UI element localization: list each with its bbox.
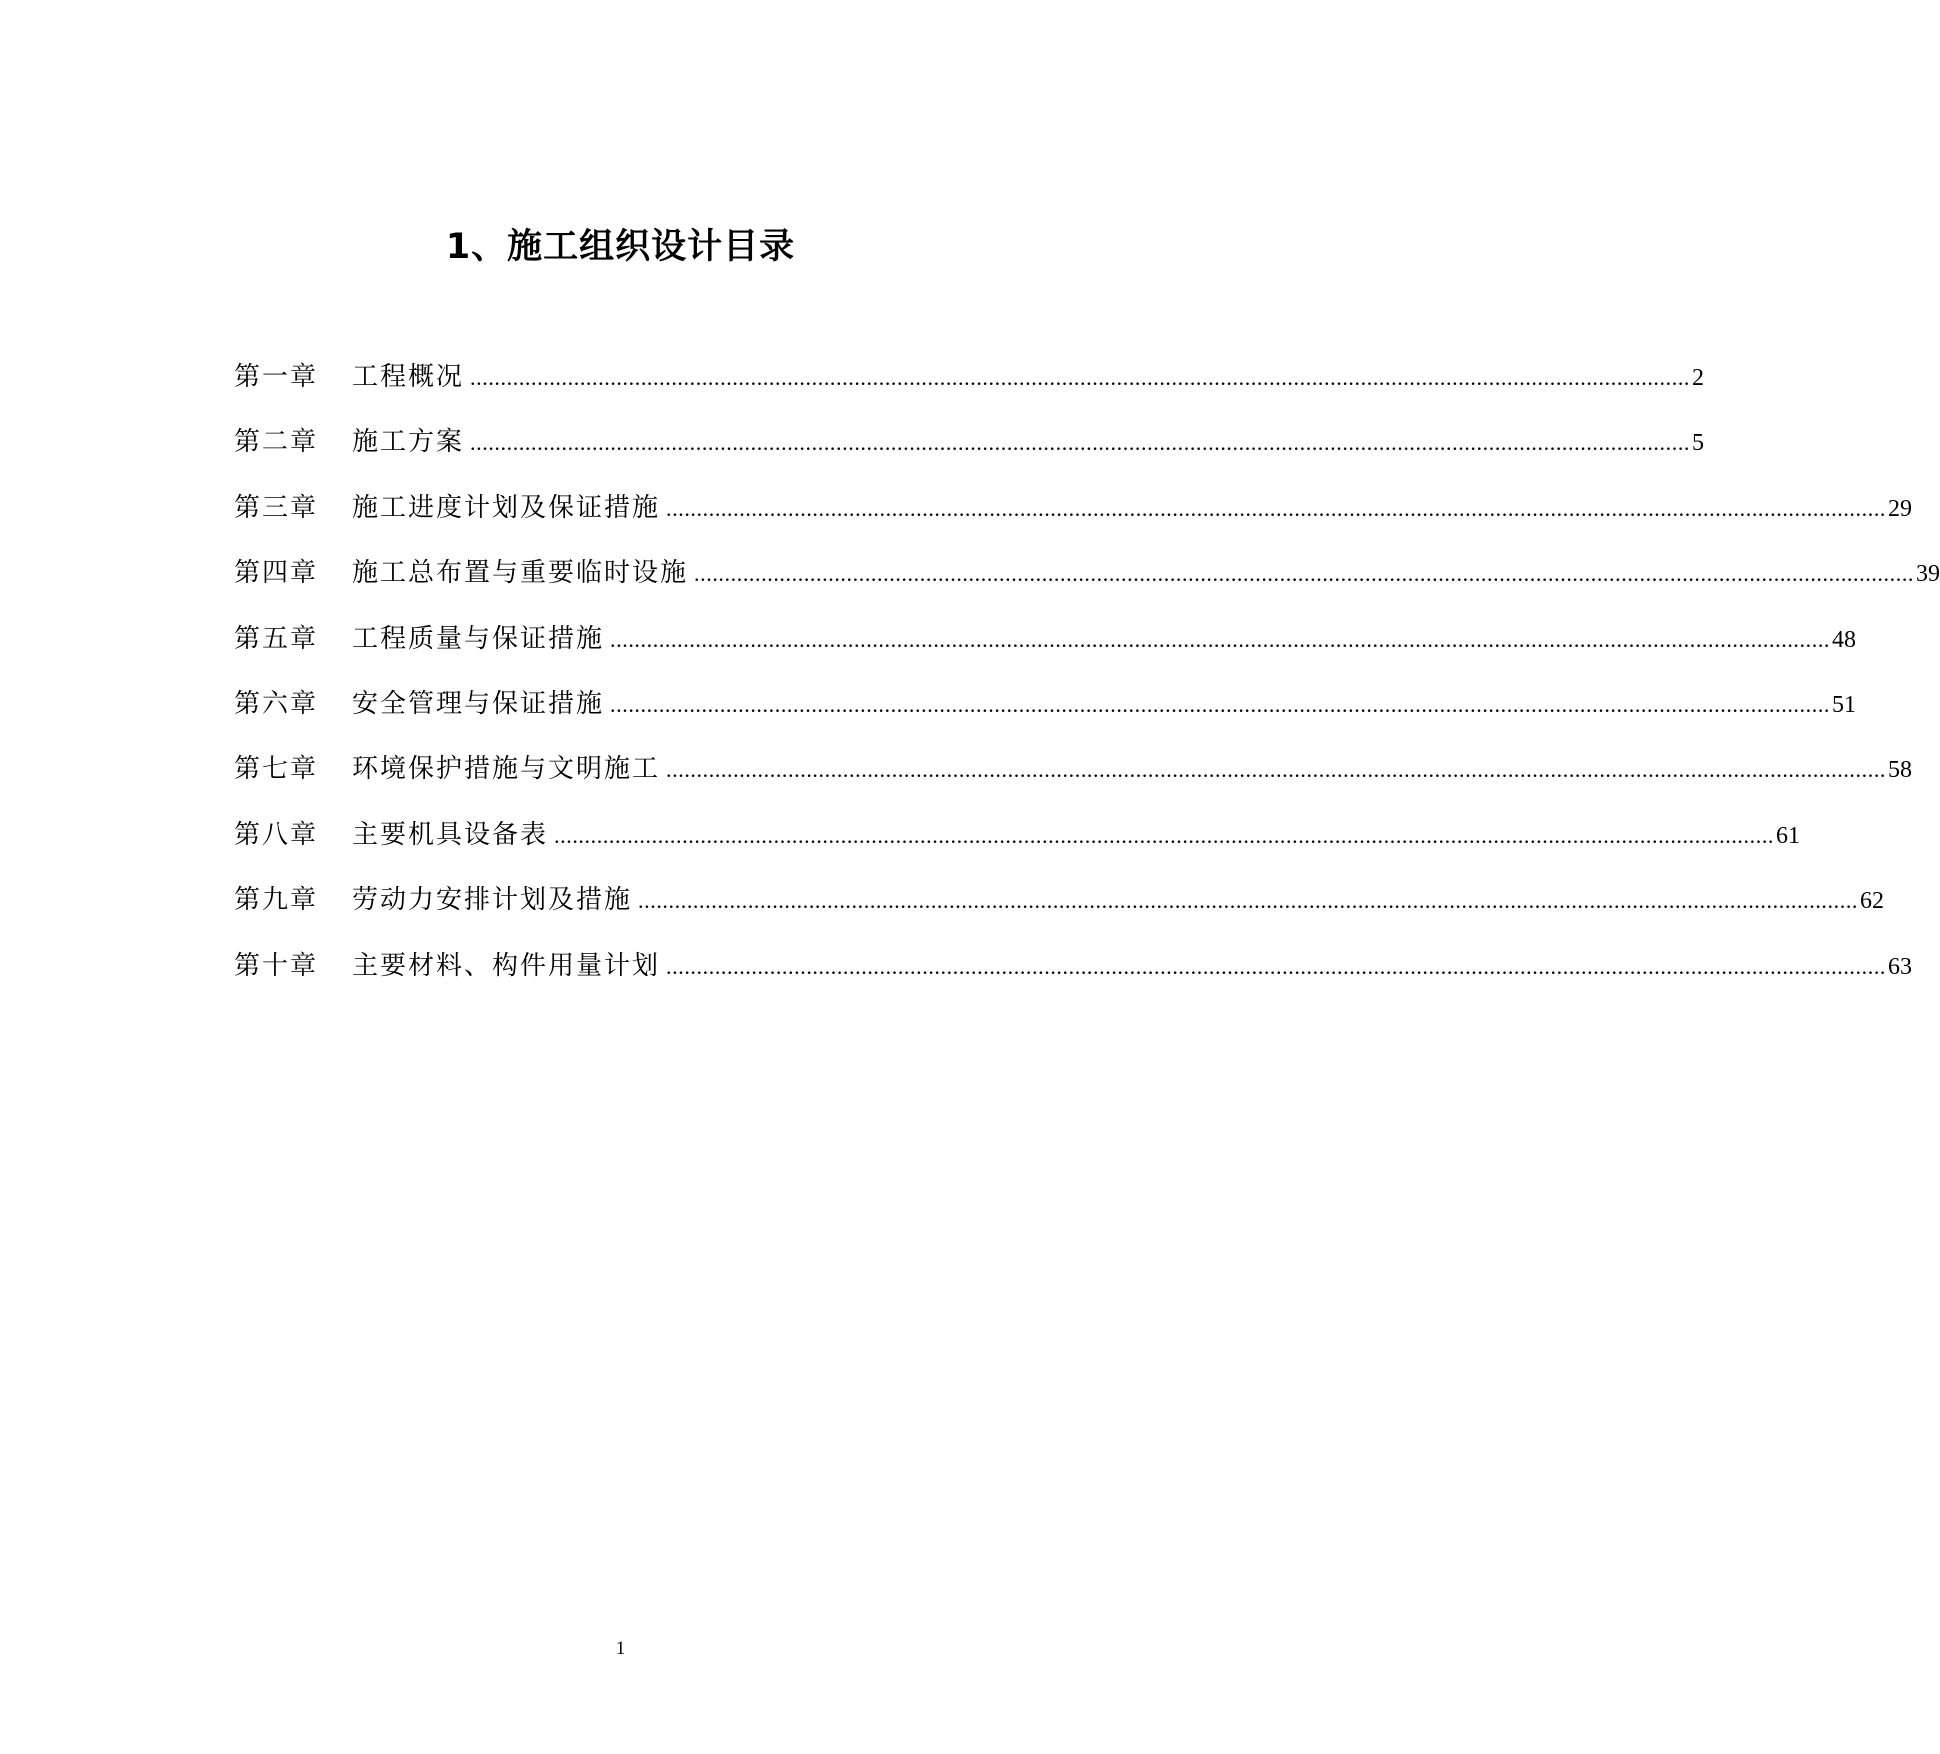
toc-chapter-number: 第十章: [234, 950, 319, 981]
toc-entry-title: 环境保护措施与文明施工: [352, 754, 661, 785]
toc-dot-leader: ........................................................................................................................................................................................................: [470, 365, 1691, 390]
toc-page-number: 62: [1860, 888, 1885, 915]
toc-page-number: 2: [1692, 365, 1705, 391]
toc-chapter-number: 第一章: [234, 362, 319, 392]
toc-page-number: 39: [1916, 561, 1940, 588]
toc-chapter-number: 第二章: [234, 427, 319, 458]
toc-dot-leader: ........................................................................................................................................................................................................: [554, 822, 1775, 848]
toc-entry[interactable]: [234, 488, 1913, 553]
toc-entry-title: 施工进度计划及保证措施: [352, 492, 661, 523]
toc-entry-title: 施工总布置与重要临时设施: [352, 558, 689, 589]
toc-entry[interactable]: [234, 815, 1801, 880]
toc-dot-leader: ........................................................................................................................................................................................................: [638, 888, 1859, 914]
toc-entry[interactable]: [234, 619, 1857, 684]
toc-entry[interactable]: [234, 684, 1857, 749]
toc-chapter-number: 第九章: [234, 885, 319, 916]
toc-entry-title: 劳动力安排计划及措施: [352, 885, 633, 916]
toc-dot-leader: ........................................................................................................................................................................................................: [694, 561, 1915, 587]
page-title: 1、施工组织设计目录: [445, 227, 796, 267]
toc-page-number: 61: [1776, 822, 1801, 849]
toc-entry-title: 安全管理与保证措施: [352, 688, 605, 719]
toc-entry[interactable]: [234, 553, 1940, 618]
toc-dot-leader: ........................................................................................................................................................................................................: [666, 495, 1887, 521]
toc-page-number: 29: [1888, 495, 1913, 522]
toc-page-number: 63: [1888, 953, 1913, 980]
toc-dot-leader: ........................................................................................................................................................................................................: [610, 626, 1831, 652]
toc-chapter-number: 第五章: [234, 623, 319, 654]
toc-entry-title: 主要机具设备表: [352, 819, 549, 850]
toc-entry-title: 工程概况: [352, 362, 465, 392]
toc-dot-leader: ........................................................................................................................................................................................................: [666, 757, 1887, 783]
toc-chapter-number: 第四章: [234, 558, 319, 589]
toc-chapter-number: 第六章: [234, 688, 319, 719]
toc-dot-leader: ........................................................................................................................................................................................................: [666, 953, 1887, 979]
toc-page-number: 5: [1692, 430, 1705, 457]
toc-entry-title: 施工方案: [352, 427, 465, 458]
toc-entry-title: 工程质量与保证措施: [352, 623, 605, 654]
page-number: 1: [615, 1638, 626, 1659]
toc-entry-title: 主要材料、构件用量计划: [352, 950, 661, 981]
toc-entry[interactable]: [234, 357, 1705, 422]
toc-entry[interactable]: [234, 422, 1705, 487]
toc-page-number: 51: [1832, 691, 1857, 718]
toc-chapter-number: 第七章: [234, 754, 319, 785]
toc-chapter-number: 第八章: [234, 819, 319, 850]
toc-chapter-number: 第三章: [234, 492, 319, 523]
toc-entry[interactable]: [234, 749, 1913, 814]
toc-page-number: 48: [1832, 626, 1857, 653]
toc-dot-leader: ........................................................................................................................................................................................................: [470, 430, 1691, 456]
table-of-contents: [234, 357, 1940, 1011]
toc-dot-leader: ........................................................................................................................................................................................................: [610, 691, 1831, 717]
toc-entry[interactable]: [234, 946, 1913, 1011]
toc-page-number: 58: [1888, 757, 1913, 784]
toc-entry[interactable]: [234, 880, 1885, 945]
